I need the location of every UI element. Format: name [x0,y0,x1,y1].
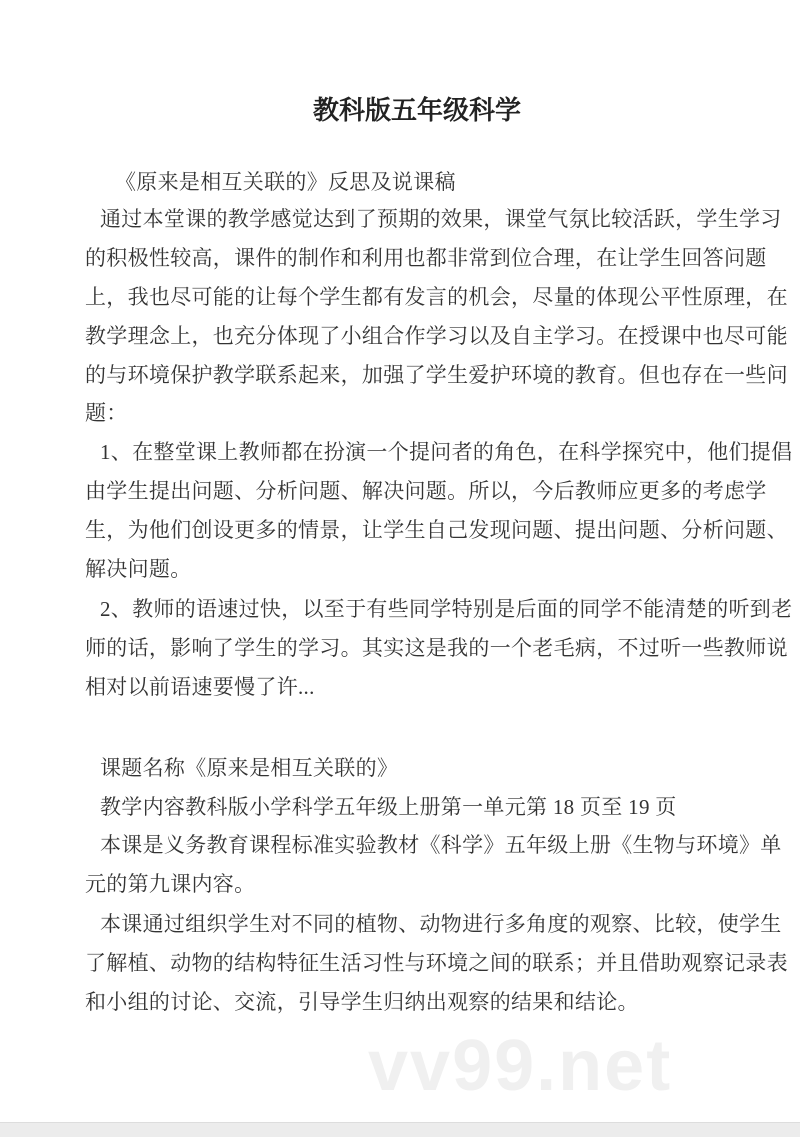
text-line: 相对以前语速要慢了许... [85,675,315,699]
watermark: vv99.net [368,1026,673,1106]
text-line: 解决问题。 [85,557,192,581]
text-line: 通过本堂课的教学感觉达到了预期的效果，课堂气氛比较活跃，学生学习 [100,207,782,231]
text-line: 课题名称《原来是相互关联的》 [100,756,399,780]
text-line: 和小组的讨论、交流，引导学生归纳出观察的结果和结论。 [85,990,639,1014]
text-line: 本课通过组织学生对不同的植物、动物进行多角度的观察、比较，使学生 [100,912,782,936]
text-line: 本课是义务教育课程标准实验教材《科学》五年级上册《生物与环境》单 [100,833,782,857]
text-line: 元的第九课内容。 [85,872,256,896]
text-line: 的与环境保护教学联系起来，加强了学生爱护环境的教育。但也存在一些问 [85,363,788,387]
text-line: 教学理念上，也充分体现了小组合作学习以及自主学习。在授课中也尽可能 [85,324,788,348]
text-line: 教学内容教科版小学科学五年级上册第一单元第 18 页至 19 页 [100,795,677,819]
text-line: 的积极性较高，课件的制作和利用也都非常到位合理，在让学生回答问题 [85,246,767,270]
text-line: 题： [85,401,128,425]
document-title: 教科版五年级科学 [312,95,521,125]
text-line: 由学生提出问题、分析问题、解决问题。所以，今后教师应更多的考虑学 [85,479,767,503]
text-line: 师的话，影响了学生的学习。其实这是我的一个老毛病，不过听一些教师说 [85,636,788,660]
text-line: 2、教师的语速过快，以至于有些同学特别是后面的同学不能清楚的听到老 [100,597,793,621]
text-line: 1、在整堂课上教师都在扮演一个提问者的角色，在科学探究中，他们提倡 [100,440,793,464]
text-line: 上，我也尽可能的让每个学生都有发言的机会，尽量的体现公平性原理，在 [85,285,788,309]
text-line: 生，为他们创设更多的情景，让学生自己发现问题、提出问题、分析问题、 [85,518,788,542]
subtitle: 《原来是相互关联的》反思及说课稿 [115,170,456,194]
text-line: 了解植、动物的结构特征生活习性与环境之间的联系；并且借助观察记录表 [85,951,788,975]
page-bottom-edge [0,1122,800,1137]
